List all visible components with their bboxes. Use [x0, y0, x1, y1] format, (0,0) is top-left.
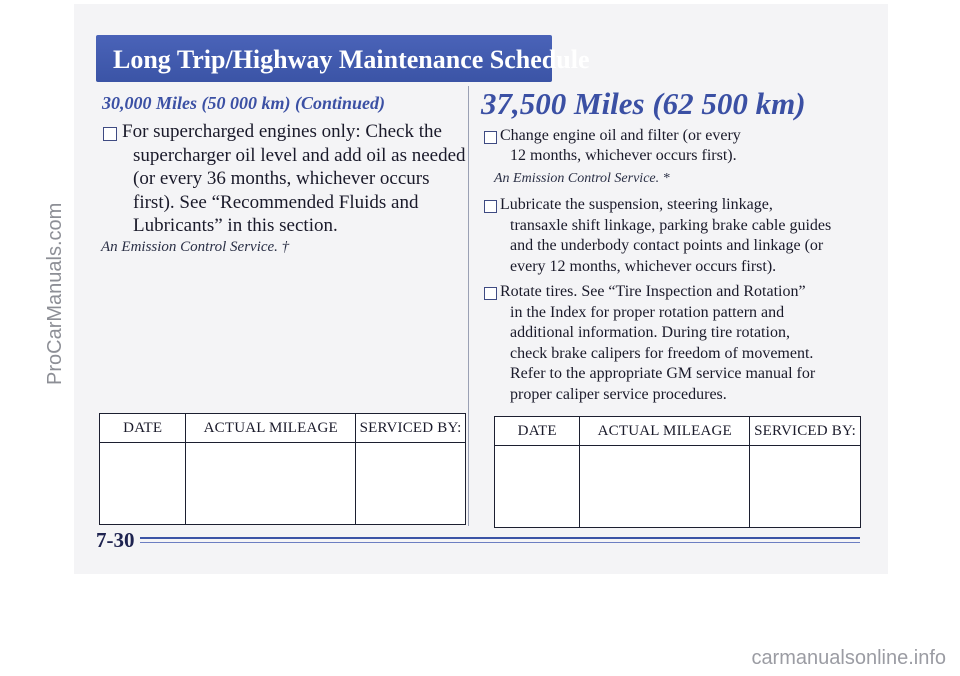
- right-service-record-table: [494, 416, 861, 528]
- serviced-by-cell[interactable]: [356, 443, 466, 525]
- text-line: Change engine oil and filter (or every: [500, 127, 741, 144]
- checkbox-rotate-tires[interactable]: [484, 287, 497, 300]
- emission-note: An Emission Control Service. *: [494, 171, 670, 186]
- bottom-watermark: carmanualsonline.info: [751, 647, 946, 669]
- checkbox-supercharger[interactable]: [103, 127, 117, 141]
- text-line: Rotate tires. See “Tire Inspection and Rotation”: [500, 283, 806, 300]
- checkbox-lubricate[interactable]: [484, 200, 497, 213]
- page-number: 7-30: [96, 528, 135, 552]
- date-cell[interactable]: [495, 446, 580, 528]
- text-line: proper caliper service procedures.: [510, 385, 727, 403]
- emission-note: An Emission Control Service. †: [101, 239, 290, 255]
- text-line: Lubricate the suspension, steering linkage,: [500, 196, 773, 213]
- footer-rule: [140, 537, 860, 539]
- date-cell[interactable]: [100, 443, 186, 525]
- rotate-tires-item-text: [500, 282, 815, 405]
- text-line: check brake calipers for freedom of movement.: [510, 344, 814, 362]
- left-service-record-table: [99, 413, 466, 525]
- text-line: Refer to the appropriate GM service manual for: [510, 365, 816, 382]
- mileage-cell[interactable]: [186, 443, 356, 525]
- actual-mileage-header: ACTUAL MILEAGE: [186, 414, 356, 443]
- text-line: Lubricants” in this section.: [133, 215, 338, 236]
- date-header: DATE: [100, 414, 186, 443]
- footer-rule-thin: [140, 542, 860, 543]
- checkbox-oil-change[interactable]: [484, 131, 497, 144]
- text-line: every 12 months, whichever occurs first).: [510, 257, 777, 275]
- supercharger-item-text: [122, 120, 466, 238]
- serviced-by-header: SERVICED BY:: [750, 417, 861, 446]
- date-header: DATE: [495, 417, 580, 446]
- column-divider: [468, 86, 469, 526]
- lubricate-item-text: [500, 195, 831, 277]
- oil-change-item-text: [500, 126, 741, 166]
- serviced-by-header: SERVICED BY:: [356, 414, 466, 443]
- text-line: in the Index for proper rotation pattern and: [510, 303, 785, 321]
- text-line: 12 months, whichever occurs first).: [510, 147, 737, 164]
- page-title: Long Trip/Highway Maintenance Schedule: [113, 45, 590, 74]
- text-line: first). See “Recommended Fluids and: [133, 191, 419, 213]
- mileage-cell[interactable]: [580, 446, 750, 528]
- text-line: For supercharged engines only: Check the: [122, 121, 442, 142]
- text-line: additional information. During tire rotation,: [510, 324, 790, 341]
- right-heading: 37,500 Miles (62 500 km): [481, 86, 806, 121]
- text-line: and the underbody contact points and linkage (or: [510, 237, 824, 254]
- serviced-by-cell[interactable]: [750, 446, 861, 528]
- text-line: (or every 36 months, whichever occurs: [133, 168, 430, 189]
- side-watermark: ProCarManuals.com: [44, 202, 66, 385]
- actual-mileage-header: ACTUAL MILEAGE: [580, 417, 750, 446]
- text-line: transaxle shift linkage, parking brake cable guides: [510, 216, 832, 234]
- text-line: supercharger oil level and add oil as needed: [133, 144, 466, 166]
- left-subheading: 30,000 Miles (50 000 km) (Continued): [102, 93, 386, 113]
